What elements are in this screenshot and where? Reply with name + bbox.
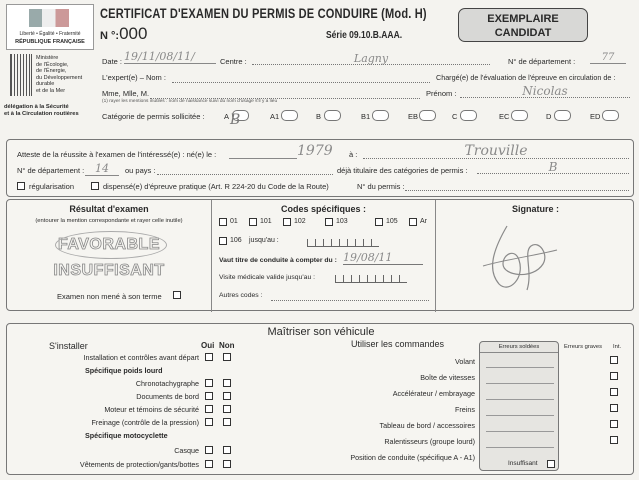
category-ec-box[interactable]: [511, 110, 528, 121]
ministry-line: et de la Mer: [36, 87, 66, 94]
regularisation-checkbox[interactable]: [17, 182, 25, 190]
civility-note: (1) rayer les mentions inutiles : nom de naissance suivi du nom d'usage s'il y a lieu: [102, 99, 278, 104]
not-done-label: Examen non mené à son terme: [57, 292, 162, 301]
installer-item-label: Moteur et témoins de sécurité: [104, 405, 199, 414]
divider: [211, 200, 212, 312]
command-label: Accélérateur / embrayage: [392, 389, 475, 398]
category-label: Catégorie de permis sollicitée :: [102, 112, 205, 121]
installer-oui-checkbox[interactable]: [205, 446, 213, 454]
code-label: 103: [336, 218, 348, 225]
int-checkbox[interactable]: [610, 436, 618, 444]
ministry-line: de l'Énergie,: [36, 68, 67, 75]
ministry-line: de l'Écologie,: [36, 61, 69, 68]
score-line[interactable]: [486, 447, 554, 448]
code-106-date-cells[interactable]: [307, 234, 379, 252]
logo-caption-motto: Liberté • Égalité • Fraternité: [19, 31, 81, 37]
page-title: CERTIFICAT D'EXAMEN DU PERMIS DE CONDUIRE (Mod. H): [100, 6, 427, 21]
dept-field[interactable]: 77: [590, 52, 626, 64]
score-line[interactable]: [486, 367, 554, 368]
delegation-line: et à la Circulation routières: [4, 111, 79, 117]
code-label: 105: [386, 218, 398, 225]
installer-item-label: Spécifique poids lourd: [85, 366, 163, 375]
category-ec-label: EC: [499, 112, 510, 121]
ministry-line: du Développement: [36, 74, 83, 81]
installer-non-checkbox[interactable]: [223, 379, 231, 387]
insuffisant-option[interactable]: INSUFFISANT: [53, 262, 165, 279]
insuffisant-checkbox[interactable]: [547, 460, 555, 468]
logo-block: [6, 4, 94, 50]
code-label: 01: [230, 218, 238, 225]
codes-title: Codes spécifiques :: [280, 204, 367, 214]
favorable-circle: [55, 231, 167, 259]
installer-item-label: Chronotachygraphe: [135, 379, 199, 388]
erreurs-graves-label: Erreurs graves: [564, 344, 603, 350]
copy-label-line: CANDIDAT: [494, 27, 552, 39]
installer-item-label: Freinage (contrôle de la pression): [91, 418, 199, 427]
code-label: 102: [294, 218, 306, 225]
number-value: 000: [119, 24, 148, 43]
category-hand-mark: B: [230, 112, 241, 128]
category-d-box[interactable]: [554, 110, 571, 121]
command-label: Position de conduite (spécifique A - A1): [350, 453, 475, 462]
visite-date-cells[interactable]: [335, 270, 407, 288]
category-eb-label: EB: [408, 112, 419, 121]
titre-date-field[interactable]: 19/08/11: [343, 251, 423, 265]
favorable-option[interactable]: FAVORABLE: [58, 236, 160, 253]
logo-caption-republic: RÉPUBLIQUE FRANÇAISE: [15, 39, 85, 45]
installer-oui-checkbox[interactable]: [205, 379, 213, 387]
installer-oui-checkbox[interactable]: [205, 392, 213, 400]
code-101-checkbox[interactable]: [249, 218, 257, 226]
attestation-box: [6, 139, 634, 197]
place-field[interactable]: Trouville: [363, 143, 629, 159]
code-label: Ar: [420, 218, 427, 225]
centre-field[interactable]: Lagny: [252, 52, 490, 65]
pays-field[interactable]: [157, 166, 333, 175]
category-options: [224, 109, 634, 128]
category-c-label: C: [452, 112, 458, 121]
installer-non-checkbox[interactable]: [223, 353, 231, 361]
erreurs-soldees-panel: [479, 341, 559, 471]
codes-row: [219, 217, 433, 229]
installer-item-label: Installation et contrôles avant départ: [83, 353, 199, 362]
int-checkbox[interactable]: [610, 388, 618, 396]
ministry-text: [36, 55, 92, 95]
score-line[interactable]: [486, 383, 554, 384]
installer-oui-checkbox[interactable]: [205, 418, 213, 426]
delegation-line: délégation à la Sécurité: [4, 104, 69, 110]
int-checkbox[interactable]: [610, 372, 618, 380]
serie-label: Série 09.10.B.AAA.: [326, 30, 403, 41]
ministry-line: Ministère: [36, 55, 59, 61]
category-ed-box[interactable]: [602, 110, 619, 121]
installer-item-label: Documents de bord: [136, 392, 199, 401]
installer-non-checkbox[interactable]: [223, 392, 231, 400]
oui-header: Oui: [201, 341, 215, 350]
expert-field[interactable]: [172, 73, 430, 83]
name-field[interactable]: [150, 89, 420, 99]
permis-field[interactable]: [405, 182, 629, 191]
signature-drawing-icon: [473, 220, 563, 296]
int-checkbox[interactable]: [610, 420, 618, 428]
divider: [435, 200, 436, 312]
code-ar-checkbox[interactable]: [409, 218, 417, 226]
certificate-number: [100, 24, 147, 44]
birth-field[interactable]: [229, 146, 297, 159]
attest-pays-label: ou pays :: [125, 166, 156, 175]
charge-label: Chargé(e) de l'évaluation de l'épreuve en circulation de :: [436, 73, 616, 82]
installer-non-checkbox[interactable]: [223, 418, 231, 426]
category-a1-label: A1: [270, 112, 280, 121]
installer-non-checkbox[interactable]: [223, 405, 231, 413]
code-106-label: 106: [230, 237, 242, 244]
result-title: Résultat d'examen: [69, 204, 149, 214]
code-01-checkbox[interactable]: [219, 218, 227, 226]
category-d-label: D: [546, 112, 552, 121]
code-102-checkbox[interactable]: [283, 218, 291, 226]
dispense-checkbox[interactable]: [91, 182, 99, 190]
not-done-checkbox[interactable]: [173, 291, 181, 299]
installer-item-label: Casque: [174, 446, 199, 455]
installer-item-label: Spécifique motocyclette: [85, 431, 168, 440]
maitriser-box: [6, 323, 634, 475]
attest-a-label: à :: [349, 150, 358, 159]
score-line[interactable]: [486, 415, 554, 416]
ministry-bar-icon: [10, 54, 32, 96]
category-b1-label: B1: [361, 112, 371, 121]
score-line[interactable]: [486, 431, 554, 432]
result-codes-box: [6, 199, 634, 311]
category-a1-box[interactable]: [281, 110, 298, 121]
command-label: Freins: [455, 405, 475, 414]
category-b-box[interactable]: [324, 110, 341, 121]
ministry-line: durable: [36, 81, 55, 88]
number-label: N °:: [100, 30, 120, 42]
regularisation-label: régularisation: [29, 182, 75, 191]
code-label: 101: [260, 218, 272, 225]
attest-dept-label: N° de département :: [17, 166, 85, 175]
command-label: Volant: [455, 357, 475, 366]
date-field[interactable]: 19/11/08/11/: [124, 50, 216, 64]
command-label: Boîte de vitesses: [420, 373, 475, 382]
installer-title: S'installer: [49, 341, 88, 351]
signature-title: Signature :: [511, 204, 559, 214]
installer-non-checkbox[interactable]: [223, 460, 231, 468]
date-label: Date :: [102, 57, 123, 66]
non-header: Non: [219, 341, 235, 350]
category-b-label: B: [316, 112, 322, 121]
insuffisant-label: Insuffisant: [508, 460, 538, 467]
titular-field[interactable]: B: [477, 160, 629, 174]
category-a-label: A: [224, 112, 230, 121]
delegation-text: [4, 104, 98, 118]
autres-field[interactable]: [271, 292, 429, 301]
int-checkbox[interactable]: [610, 356, 618, 364]
installer-oui-checkbox[interactable]: [205, 405, 213, 413]
copy-label-line: EXEMPLAIRE: [487, 13, 559, 25]
prenom-label: Prénom :: [426, 89, 457, 98]
birth-value: 1979: [297, 143, 333, 159]
int-checkboxes: [610, 356, 620, 456]
attest-line1: Atteste de la réussite à l'examen de l'intéressé(e) : né(e) le :: [17, 150, 217, 159]
permis-label: N° du permis :: [357, 182, 405, 191]
installer-non-checkbox[interactable]: [223, 446, 231, 454]
titre-label: Vaut titre de conduite à compter du :: [219, 257, 337, 264]
centre-label: Centre :: [220, 57, 247, 66]
copy-badge: [458, 8, 588, 42]
command-label: Tableau de bord / accessoires: [379, 421, 475, 430]
commands-title: Utiliser les commandes: [351, 339, 445, 349]
int-checkbox[interactable]: [610, 404, 618, 412]
dispense-label: dispensé(e) d'épreuve pratique (Art. R 224-20 du Code de la Route): [103, 182, 329, 191]
autres-label: Autres codes :: [219, 292, 263, 299]
installer-item-label: Vêtements de protection/gants/bottes: [79, 460, 199, 469]
jusquau-label: jusqu'au :: [249, 237, 279, 244]
code-103-checkbox[interactable]: [325, 218, 333, 226]
marianne-logo-icon: [29, 9, 69, 27]
civility-label: Mme, Mlle, M.: [102, 89, 150, 98]
code-105-checkbox[interactable]: [375, 218, 383, 226]
int-label: Int.: [613, 344, 622, 350]
maitriser-title: Maîtriser son véhicule: [267, 326, 375, 338]
erreurs-soldees-label: Erreurs soldées: [480, 342, 558, 353]
prenom-field[interactable]: Nicolas: [460, 84, 630, 98]
category-eb-box[interactable]: [419, 110, 436, 121]
category-b1-box[interactable]: [372, 110, 389, 121]
result-subtitle: (entourer la mention correspondante et rayer celle inutile): [35, 218, 183, 224]
category-ed-label: ED: [590, 112, 601, 121]
code-106-checkbox[interactable]: [219, 237, 227, 245]
attest-dept-field[interactable]: 14: [85, 162, 119, 176]
installer-oui-checkbox[interactable]: [205, 460, 213, 468]
category-c-box[interactable]: [460, 110, 477, 121]
score-line[interactable]: [486, 399, 554, 400]
titular-label: déjà titulaire des catégories de permis :: [337, 166, 468, 175]
command-label: Ralentisseurs (groupe lourd): [384, 437, 475, 446]
installer-oui-checkbox[interactable]: [205, 353, 213, 361]
visite-label: Visite médicale valide jusqu'au :: [219, 274, 316, 281]
dept-label: N° de département :: [508, 57, 576, 66]
expert-label: L'expert(e) – Nom :: [102, 73, 166, 82]
